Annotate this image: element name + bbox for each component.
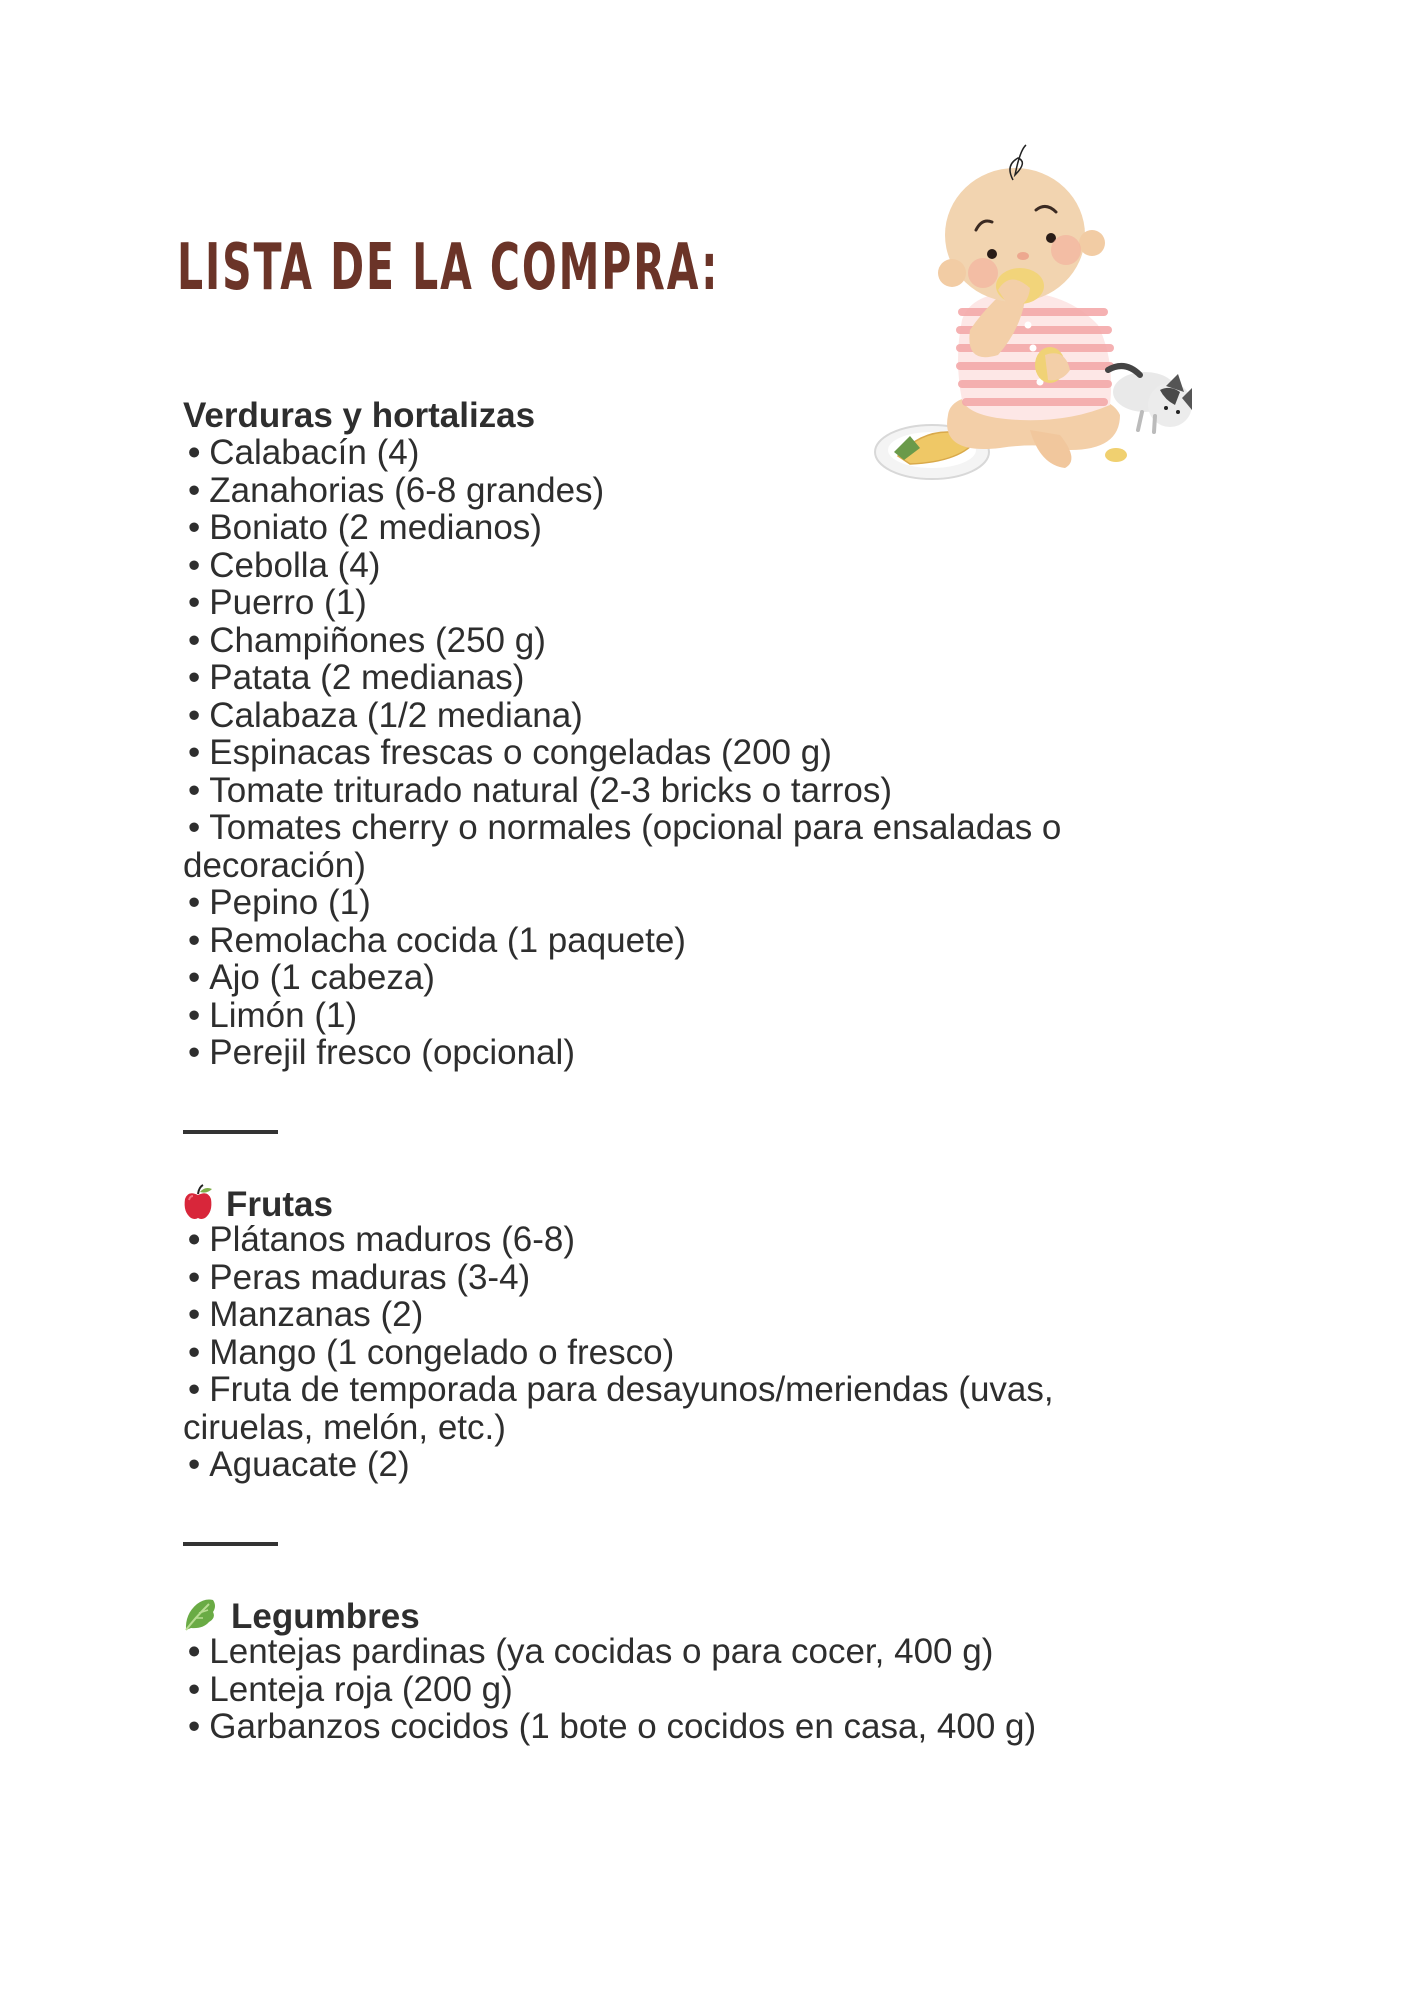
list-item xyxy=(183,434,1183,471)
list-item-continuation xyxy=(183,847,1183,884)
list-item-text: Limón (1) xyxy=(209,995,358,1035)
list-item xyxy=(183,1446,1183,1483)
page-title: LISTA DE LA COMPRA: xyxy=(177,231,720,305)
list-item-text: Patata (2 medianas) xyxy=(209,658,525,698)
bullet-icon: • xyxy=(188,1220,201,1260)
bullet-icon: • xyxy=(188,958,201,998)
bullet-icon: • xyxy=(188,545,201,585)
list-item xyxy=(183,547,1183,584)
list-item xyxy=(183,1334,1183,1371)
shopping-list xyxy=(183,397,1183,1746)
list-item-text: Calabacín (4) xyxy=(209,433,420,473)
list-item-text: Remolacha cocida (1 paquete) xyxy=(209,920,686,960)
bullet-icon: • xyxy=(188,1257,201,1297)
bullet-icon: • xyxy=(188,1632,201,1672)
list-item-text: Peras maduras (3-4) xyxy=(209,1257,531,1297)
blank-line xyxy=(183,1484,1183,1521)
section-heading xyxy=(183,397,1183,434)
list-item-text: Cebolla (4) xyxy=(209,545,381,585)
list-item xyxy=(183,997,1183,1034)
divider-line xyxy=(183,1542,278,1546)
section-heading-text: Verduras y hortalizas xyxy=(183,396,536,435)
section-heading-text: Legumbres xyxy=(231,1597,420,1636)
section-divider xyxy=(183,1109,1183,1146)
bullet-icon: • xyxy=(188,658,201,698)
bullet-icon: • xyxy=(188,995,201,1035)
list-item xyxy=(183,1221,1183,1258)
bullet-icon: • xyxy=(188,583,201,623)
blank-line xyxy=(183,1146,1183,1183)
list-item xyxy=(183,1708,1183,1745)
list-item xyxy=(183,622,1183,659)
bullet-icon: • xyxy=(188,1669,201,1709)
list-item-text: ciruelas, melón, etc.) xyxy=(183,1407,506,1447)
list-item-text: decoración) xyxy=(183,845,366,885)
list-item-text: Champiñones (250 g) xyxy=(209,620,546,660)
list-item-text: Lenteja roja (200 g) xyxy=(209,1669,513,1709)
divider-line xyxy=(183,1130,278,1134)
bullet-icon: • xyxy=(188,808,201,848)
bullet-icon: • xyxy=(188,1445,201,1485)
list-item-text: Zanahorias (6-8 grandes) xyxy=(209,470,605,510)
list-item xyxy=(183,1259,1183,1296)
bullet-icon: • xyxy=(188,883,201,923)
list-item xyxy=(183,1371,1183,1408)
bullet-icon: • xyxy=(188,433,201,473)
bullet-icon: • xyxy=(188,695,201,735)
bullet-icon: • xyxy=(188,470,201,510)
blank-line xyxy=(183,1559,1183,1596)
list-item-text: Calabaza (1/2 mediana) xyxy=(209,695,583,735)
list-item-text: Aguacate (2) xyxy=(209,1445,410,1485)
list-item xyxy=(183,659,1183,696)
list-item xyxy=(183,959,1183,996)
bullet-icon: • xyxy=(188,1295,201,1335)
list-item-text: Tomate triturado natural (2-3 bricks o tarros) xyxy=(209,770,893,810)
bullet-icon: • xyxy=(188,1032,201,1072)
list-item-text: Plátanos maduros (6-8) xyxy=(209,1220,575,1260)
list-item-text: Fruta de temporada para desayunos/meriendas (uvas, xyxy=(209,1370,1054,1410)
list-item-text: Lentejas pardinas (ya cocidas o para cocer, 400 g) xyxy=(209,1632,994,1672)
bullet-icon: • xyxy=(188,770,201,810)
list-item-text: Garbanzos cocidos (1 bote o cocidos en casa, 400 g) xyxy=(209,1707,1037,1747)
bullet-icon: • xyxy=(188,920,201,960)
bullet-icon: • xyxy=(188,1707,201,1747)
list-item-continuation xyxy=(183,1409,1183,1446)
list-item xyxy=(183,1671,1183,1708)
list-item-text: Pepino (1) xyxy=(209,883,371,923)
list-item xyxy=(183,1034,1183,1071)
list-item-text: Espinacas frescas o congeladas (200 g) xyxy=(209,733,832,773)
list-item-text: Tomates cherry o normales (opcional para ensaladas o xyxy=(209,808,1062,848)
list-item-text: Puerro (1) xyxy=(209,583,367,623)
list-item-text: Manzanas (2) xyxy=(209,1295,424,1335)
list-item-text: Ajo (1 cabeza) xyxy=(209,958,435,998)
list-item xyxy=(183,734,1183,771)
list-item xyxy=(183,1633,1183,1670)
list-item xyxy=(183,472,1183,509)
list-item xyxy=(183,584,1183,621)
list-item-text: Perejil fresco (opcional) xyxy=(209,1032,575,1072)
list-item xyxy=(183,1296,1183,1333)
list-item xyxy=(183,809,1183,846)
list-item-text: Boniato (2 medianos) xyxy=(209,508,542,548)
list-item xyxy=(183,922,1183,959)
blank-line xyxy=(183,1071,1183,1108)
bullet-icon: • xyxy=(188,733,201,773)
bullet-icon: • xyxy=(188,620,201,660)
section-heading xyxy=(183,1596,1183,1636)
bullet-icon: • xyxy=(188,508,201,548)
list-item xyxy=(183,697,1183,734)
list-item xyxy=(183,772,1183,809)
bullet-icon: • xyxy=(188,1370,201,1410)
list-item xyxy=(183,509,1183,546)
section-heading-text: Frutas xyxy=(226,1184,333,1224)
section-heading xyxy=(183,1184,1183,1224)
list-item-text: Mango (1 congelado o fresco) xyxy=(209,1332,675,1372)
bullet-icon: • xyxy=(188,1332,201,1372)
list-item xyxy=(183,884,1183,921)
section-divider xyxy=(183,1521,1183,1558)
